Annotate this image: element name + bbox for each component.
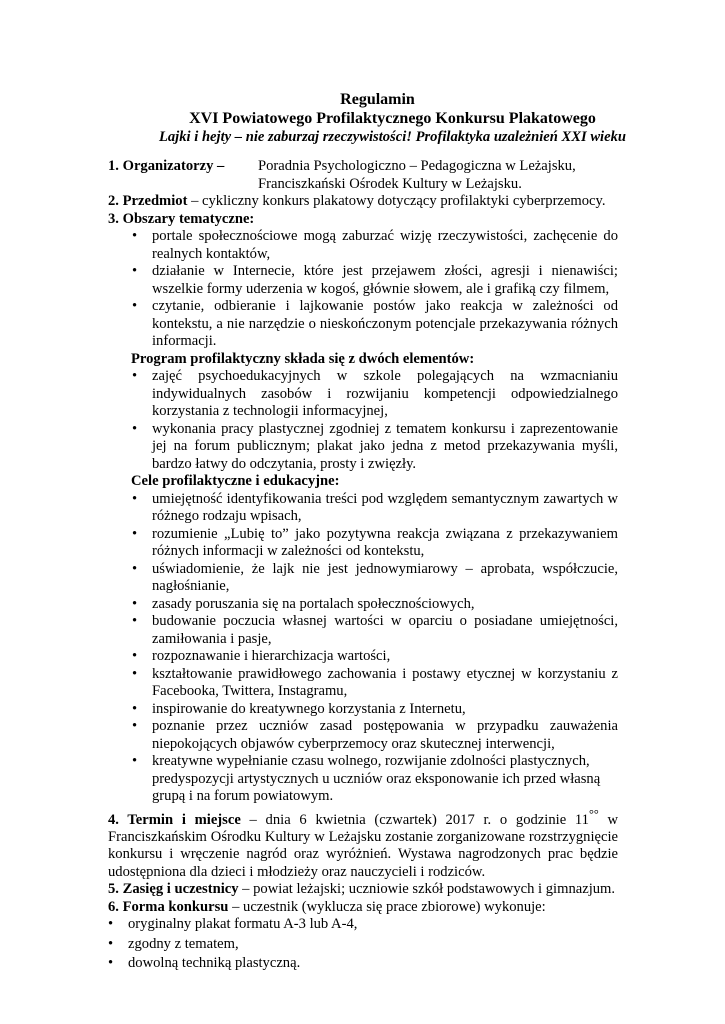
organizers-heading: 1. Organizatorzy – (108, 158, 225, 174)
bullet-icon: • (132, 560, 138, 577)
bullet-icon: • (132, 595, 138, 612)
document-tagline: Lajki i hejty – nie zaburzaj rzeczywistości! Profilaktyka uzależnień XXI wieku (158, 129, 627, 145)
list-item: • zgodny z tematem, (108, 935, 239, 952)
list-item: • uświadomienie, że lajk nie jest jednowymiarowy – aprobata, współczucie, nagłośnianie, (132, 560, 618, 594)
term-heading: 4. Termin i miejsce (108, 811, 241, 828)
form-text: – uczestnik (wyklucza się prace zbiorowe) wykonuje: (228, 898, 546, 915)
title-block (0, 90, 725, 146)
bullet-icon: • (132, 228, 138, 244)
list-item: • dowolną techniką plastyczną. (108, 955, 301, 972)
scope-heading: 5. Zasięg i uczestnicy (108, 881, 239, 898)
program-heading: Program profilaktyczny składa się z dwóch elementów: (131, 350, 475, 367)
list-item: • zajęć psychoedukacyjnych w szkole polegających na wzmacnianiu indywidualnych zasobów i rozwijaniu kompetencji odpowiedzialnego korzystania z technologii informacyjnej, (132, 368, 618, 419)
organizers-list (258, 158, 618, 193)
bullet-icon: • (108, 955, 114, 972)
list-item: • inspirowanie do kreatywnego korzystania z Internetu, (132, 700, 466, 717)
term-text: – dnia 6 kwietnia (czwartek) 2017 r. o godzinie 11 (240, 811, 589, 828)
form-heading: 6. Forma konkursu (108, 898, 229, 915)
bullet-icon: • (132, 298, 138, 314)
subject-text: – cykliczny konkurs plakatowy dotyczący profilaktyki cyberprzemocy. (187, 193, 606, 209)
list-item: • oryginalny plakat formatu A-3 lub A-4, (108, 916, 358, 933)
list-item: • rozpoznawanie i hierarchizacja wartości, (132, 648, 391, 664)
form-section (108, 899, 618, 917)
bullet-icon: • (132, 613, 138, 629)
goals-heading: Cele profilaktyczne i edukacyjne: (131, 473, 340, 489)
bullet-icon: • (132, 368, 138, 384)
list-item: • budowanie poczucia własnej wartości w oparciu o posiadane umiejętności, zamiłowania i pasje, (132, 613, 618, 647)
areas-heading: 3. Obszary tematyczne: (108, 210, 255, 227)
list-item: • zasady poruszania się na portalach społecznościowych, (132, 595, 475, 612)
form-list (108, 916, 618, 973)
list-item: • działanie w Internecie, które jest przejawem złości, agresji i nienawiści; wszelkie formy uderzenia w kogoś, głównie słowem, ale i grafiką czy filmem, (132, 263, 618, 297)
scope-section (108, 881, 618, 899)
bullet-icon: • (132, 648, 138, 664)
goals-list (108, 491, 618, 806)
subject-heading: 2. Przedmiot (108, 193, 188, 209)
list-item: • portale społecznościowe mogą zaburzać wizję rzeczywistości, zachęcenie do realnych kontaktów, (132, 228, 618, 262)
document-body (108, 158, 618, 973)
organizer-line: Poradnia Psychologiczno – Pedagogiczna w Leżajsku, (258, 158, 576, 174)
bullet-icon: • (132, 490, 138, 507)
bullet-icon: • (132, 718, 138, 734)
areas-list (108, 228, 618, 351)
list-item: • kształtowanie prawidłowego zachowania i postawy etycznej w korzystaniu z Facebooka, Twittera, Instagramu, (132, 665, 618, 699)
bullet-icon: • (108, 935, 114, 952)
bullet-icon: • (132, 263, 138, 279)
subject-section (108, 193, 618, 211)
list-item: • wykonania pracy plastycznej zgodniej z tematem konkursu i zaprezentowanie jej na forum publicznym; plakat jako jedna z metod przekazywania myśli, bardzo łatwy do odczytania, prosty i zwięzły. (132, 420, 618, 472)
bullet-icon: • (132, 753, 138, 769)
organizer-line: Franciszkański Ośrodek Kultury w Leżajsku. (258, 175, 522, 192)
bullet-icon: • (132, 665, 138, 682)
bullet-icon: • (108, 916, 114, 933)
bullet-icon: • (132, 525, 138, 542)
bullet-icon: • (132, 700, 138, 717)
list-item: • rozumienie „Lubię to” jako pozytywna reakcja związana z przekazywaniem różnych informacji w zależności od kontekstu, (132, 525, 618, 559)
list-item: • kreatywne wypełnianie czasu wolnego, rozwijanie zdolności plastycznych, predyspozycji artystycznych u uczniów oraz eksponowanie ich przed własną grupą i na forum powiatowym. (132, 753, 601, 804)
list-item: • poznanie przez uczniów zasad postępowania w przypadku zauważenia niepokojących objawów cyberprzemocy oraz skutecznej interwencji, (132, 718, 618, 752)
document-subtitle: XVI Powiatowego Profilaktycznego Konkursu Plakatowego (189, 110, 596, 127)
scope-text: – powiat leżajski; uczniowie szkół podstawowych i gimnazjum. (238, 881, 616, 898)
term-text-cont: w Franciszkańskim Ośrodku Kultury w Leżajsku zostanie zorganizowane rozstrzygnięcie konkursu i wręczenie nagród oraz wyróżnień. Wystawa nagrodzonych prac będzie udostępniona dla dzieci i młodzieży oraz nauczycieli i rodziców. (108, 811, 618, 880)
term-section (108, 806, 618, 882)
organizers-section (108, 158, 618, 193)
program-list (108, 368, 618, 473)
list-item: • umiejętność identyfikowania treści pod względem semantycznym zawartych w różnego rodzaju wpisach, (132, 490, 618, 524)
document-title: Regulamin (340, 91, 415, 108)
list-item: • czytanie, odbieranie i lajkowanie postów jako reakcja w zależności od kontekstu, a nie narzędzie o nieskończonym potencjale przekazywania różnych informacji. (132, 298, 618, 349)
time-superscript: °° (588, 806, 599, 821)
bullet-icon: • (132, 420, 138, 437)
